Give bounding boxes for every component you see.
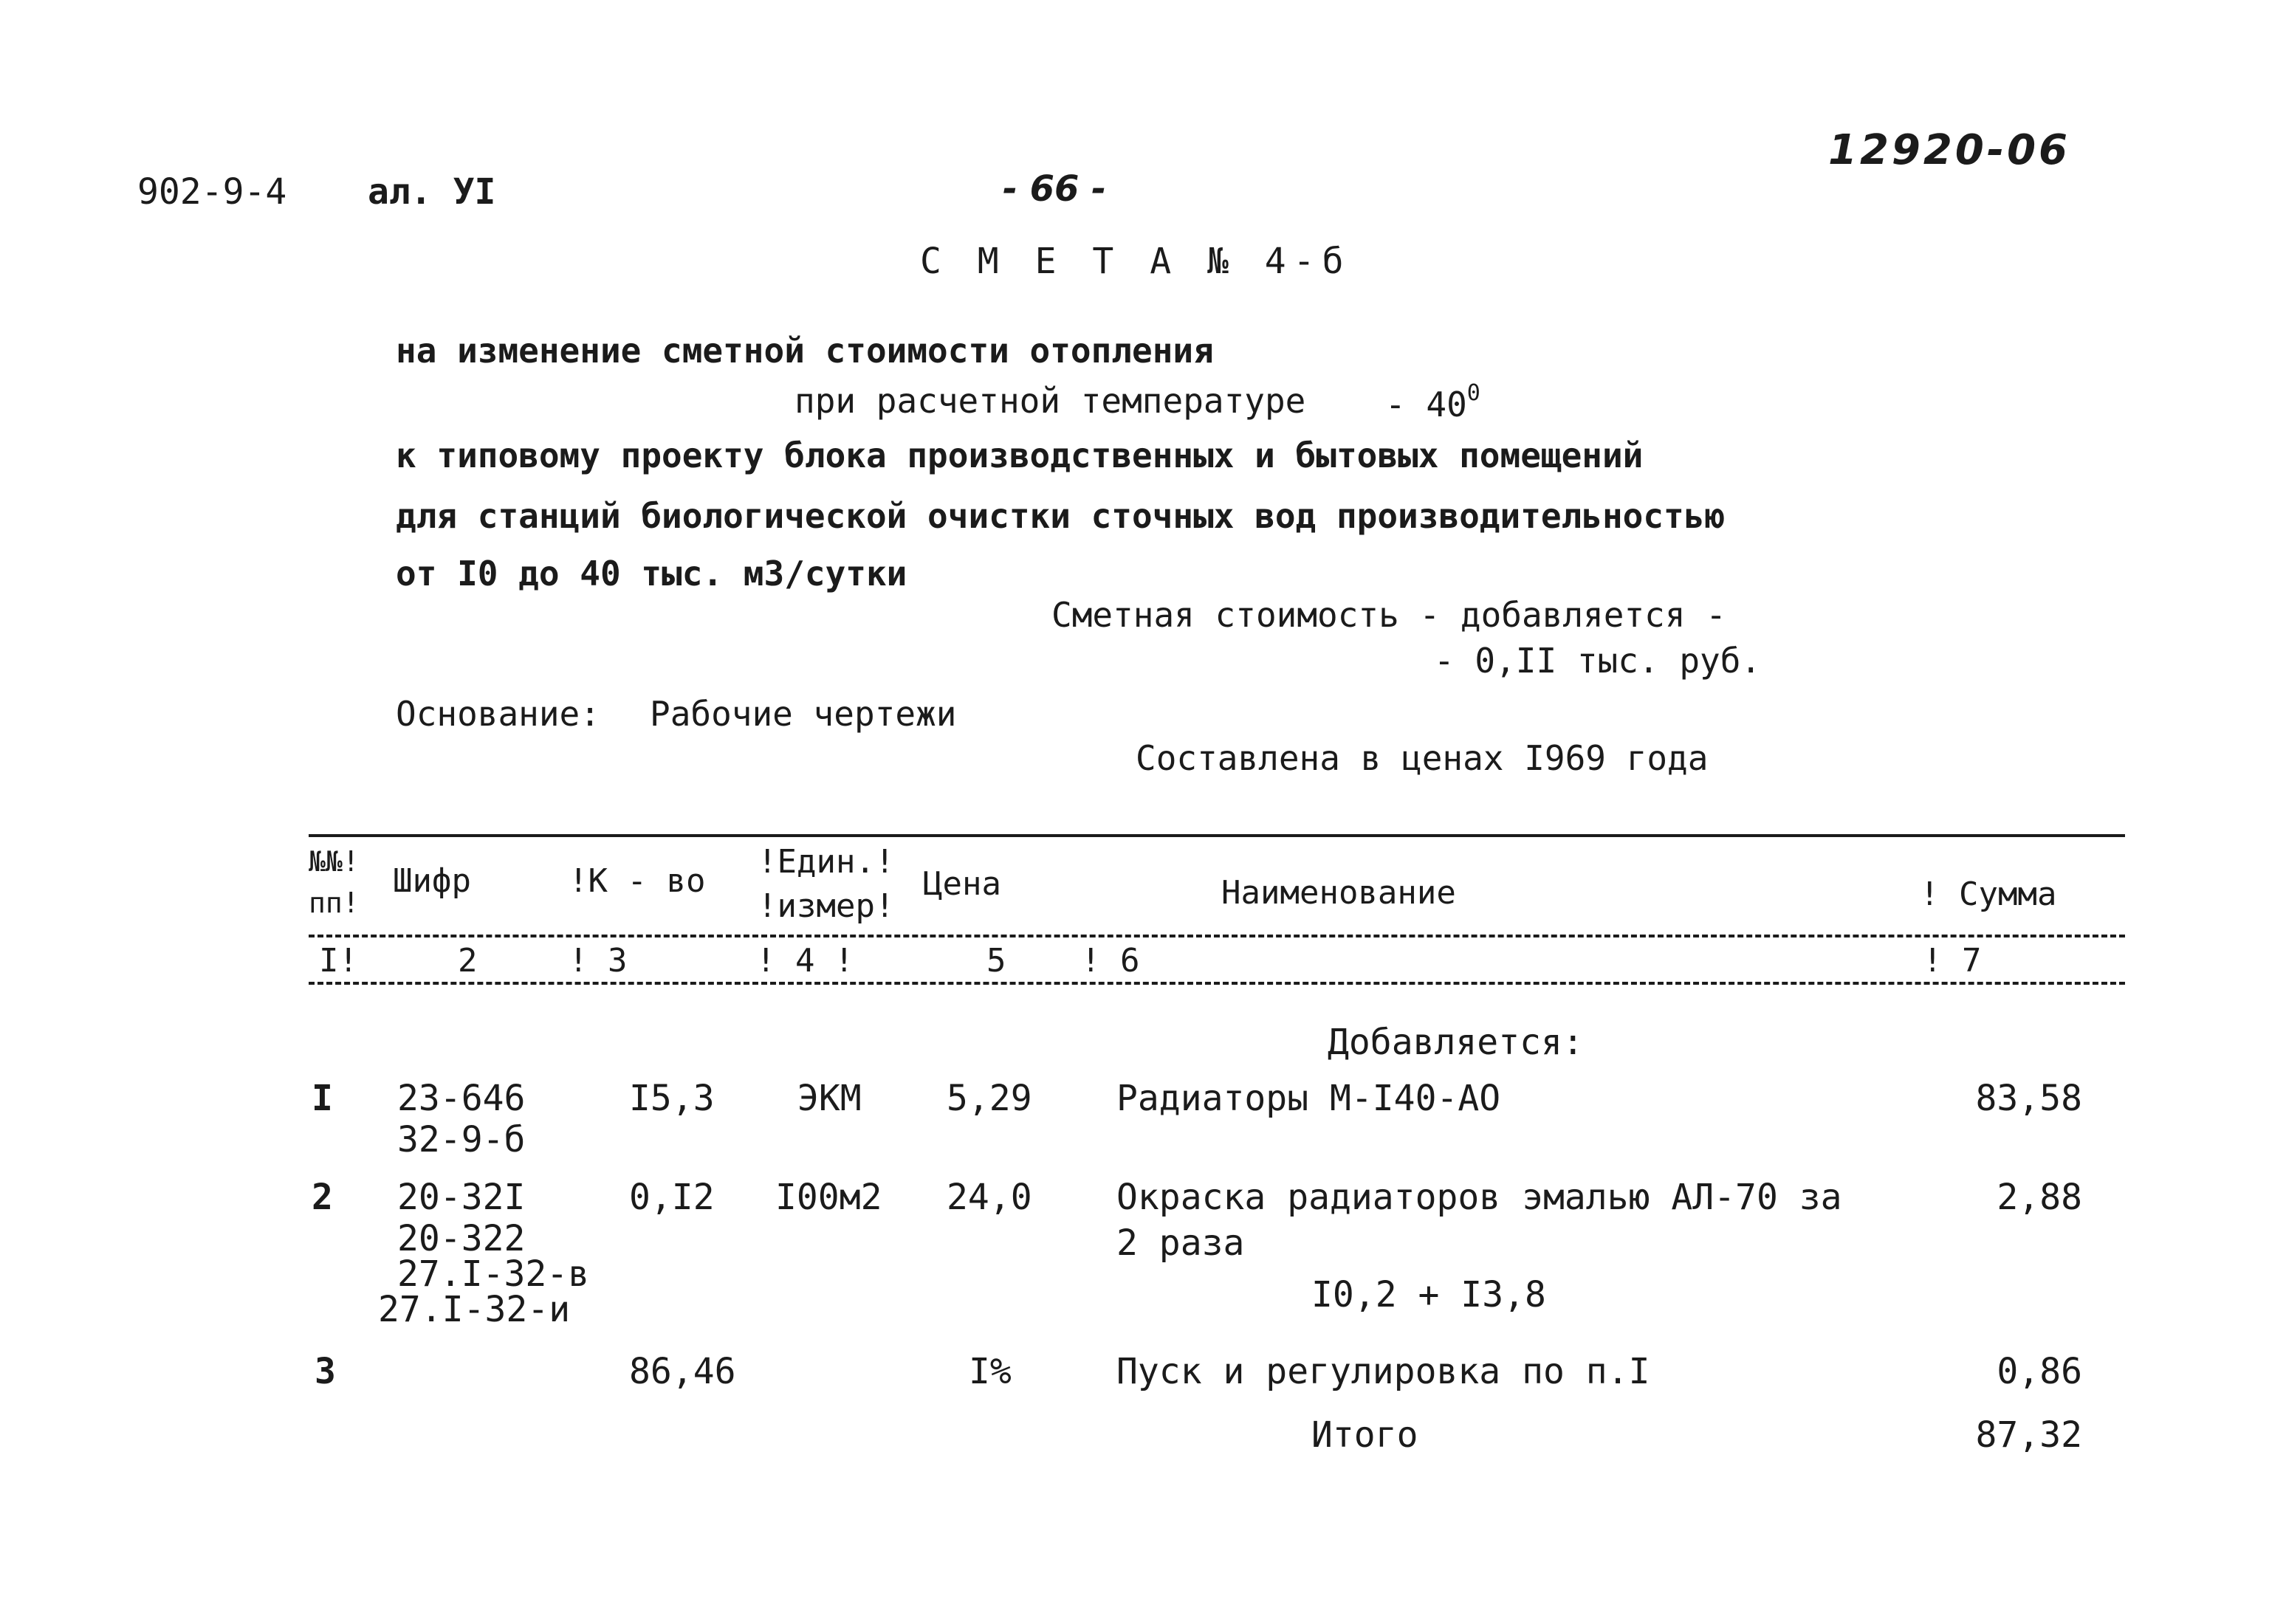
row-2-code-2: 20-322	[397, 1218, 526, 1259]
row-2-code-4: 27.I-32-и	[378, 1289, 571, 1330]
row-3-name: Пуск и регулировка по п.I	[1116, 1351, 1650, 1392]
row-1-code-2: 32-9-б	[397, 1119, 526, 1160]
document-code: 902-9-4	[137, 171, 287, 213]
table-top-rule	[309, 834, 2125, 837]
row-1-price: 5,29	[947, 1078, 1032, 1119]
title-line-5: от I0 до 40 тыс. м3/сутки	[396, 554, 907, 593]
col-header-price: Цена	[923, 865, 1001, 903]
title-line-1: на изменение сметной стоимости отопления	[396, 331, 1214, 371]
row-2-calculation: I0,2 + I3,8	[1311, 1274, 1546, 1315]
design-temperature: - $40^0$	[1385, 380, 1480, 424]
section-label: Добавляется:	[1328, 1022, 1584, 1063]
row-2-sum: 2,88	[1997, 1177, 2082, 1218]
row-2-price: 24,0	[947, 1177, 1032, 1218]
row-2-unit: I00м2	[775, 1177, 882, 1218]
col-header-code: Шифр	[393, 862, 471, 900]
col-number-7: ! 7	[1923, 942, 1982, 980]
row-2-quantity: 0,I2	[629, 1177, 715, 1218]
estimate-heading: С М Е Т А № 4-б	[920, 241, 1351, 282]
row-1-name: Радиаторы М-I40-АО	[1116, 1078, 1501, 1119]
row-2-code-3: 27.I-32-в	[397, 1253, 590, 1295]
title-line-3: к типовому проекту блока производственных и бытовых помещений	[396, 436, 1644, 475]
row-2-number: 2	[312, 1177, 333, 1218]
page-number: - 66 -	[1003, 168, 1107, 210]
col-header-unit-top: !Един.!	[758, 843, 895, 881]
basis-label: Основание:	[396, 694, 600, 734]
row-1-unit: ЭКМ	[797, 1078, 862, 1119]
col-number-2: 2	[458, 942, 478, 980]
row-2-code-1: 20-32I	[397, 1177, 526, 1218]
col-number-6: ! 6	[1081, 942, 1140, 980]
row-3-number: 3	[315, 1351, 336, 1392]
row-2-name-line-2: 2 раза	[1116, 1222, 1245, 1264]
row-3-quantity: 86,46	[629, 1351, 736, 1392]
col-header-quantity: !К - во	[569, 862, 706, 900]
estimated-cost-value: - 0,II тыс. руб.	[1434, 641, 1762, 681]
row-3-price: I%	[969, 1351, 1012, 1392]
row-3-sum: 0,86	[1997, 1351, 2082, 1392]
col-header-number-top: №№!	[309, 845, 360, 878]
row-1-number: I	[312, 1078, 333, 1119]
archive-number: 12920-06	[1828, 126, 2070, 174]
table-numbers-rule	[309, 982, 2125, 985]
basis-value: Рабочие чертежи	[650, 694, 957, 734]
row-1-code-1: 23-646	[397, 1078, 526, 1119]
col-header-number-bottom: пп!	[309, 887, 360, 919]
col-header-name: Наименование	[1221, 874, 1456, 912]
col-number-1: I!	[319, 942, 358, 980]
title-line-2: при расчетной температуре	[794, 381, 1306, 421]
col-number-5: 5	[986, 942, 1006, 980]
col-number-4: ! 4 !	[756, 942, 854, 980]
col-header-sum: ! Сумма	[1920, 875, 2057, 913]
total-label: Итого	[1311, 1414, 1418, 1456]
col-number-3: ! 3	[569, 942, 628, 980]
title-line-4: для станций биологической очистки сточных вод производительностью	[396, 496, 1726, 536]
estimated-cost-label: Сметная стоимость - добавляется -	[1051, 595, 1726, 635]
row-1-sum: 83,58	[1975, 1078, 2082, 1119]
col-header-unit-bottom: !измер!	[758, 887, 895, 925]
total-value: 87,32	[1975, 1414, 2082, 1456]
row-1-quantity: I5,3	[629, 1078, 715, 1119]
album-number: ал. УI	[368, 171, 496, 213]
table-header-rule	[309, 935, 2125, 937]
prices-note: Составлена в ценах I969 года	[1136, 738, 1709, 778]
row-2-name-line-1: Окраска радиаторов эмалью АЛ-70 за	[1116, 1177, 1842, 1218]
